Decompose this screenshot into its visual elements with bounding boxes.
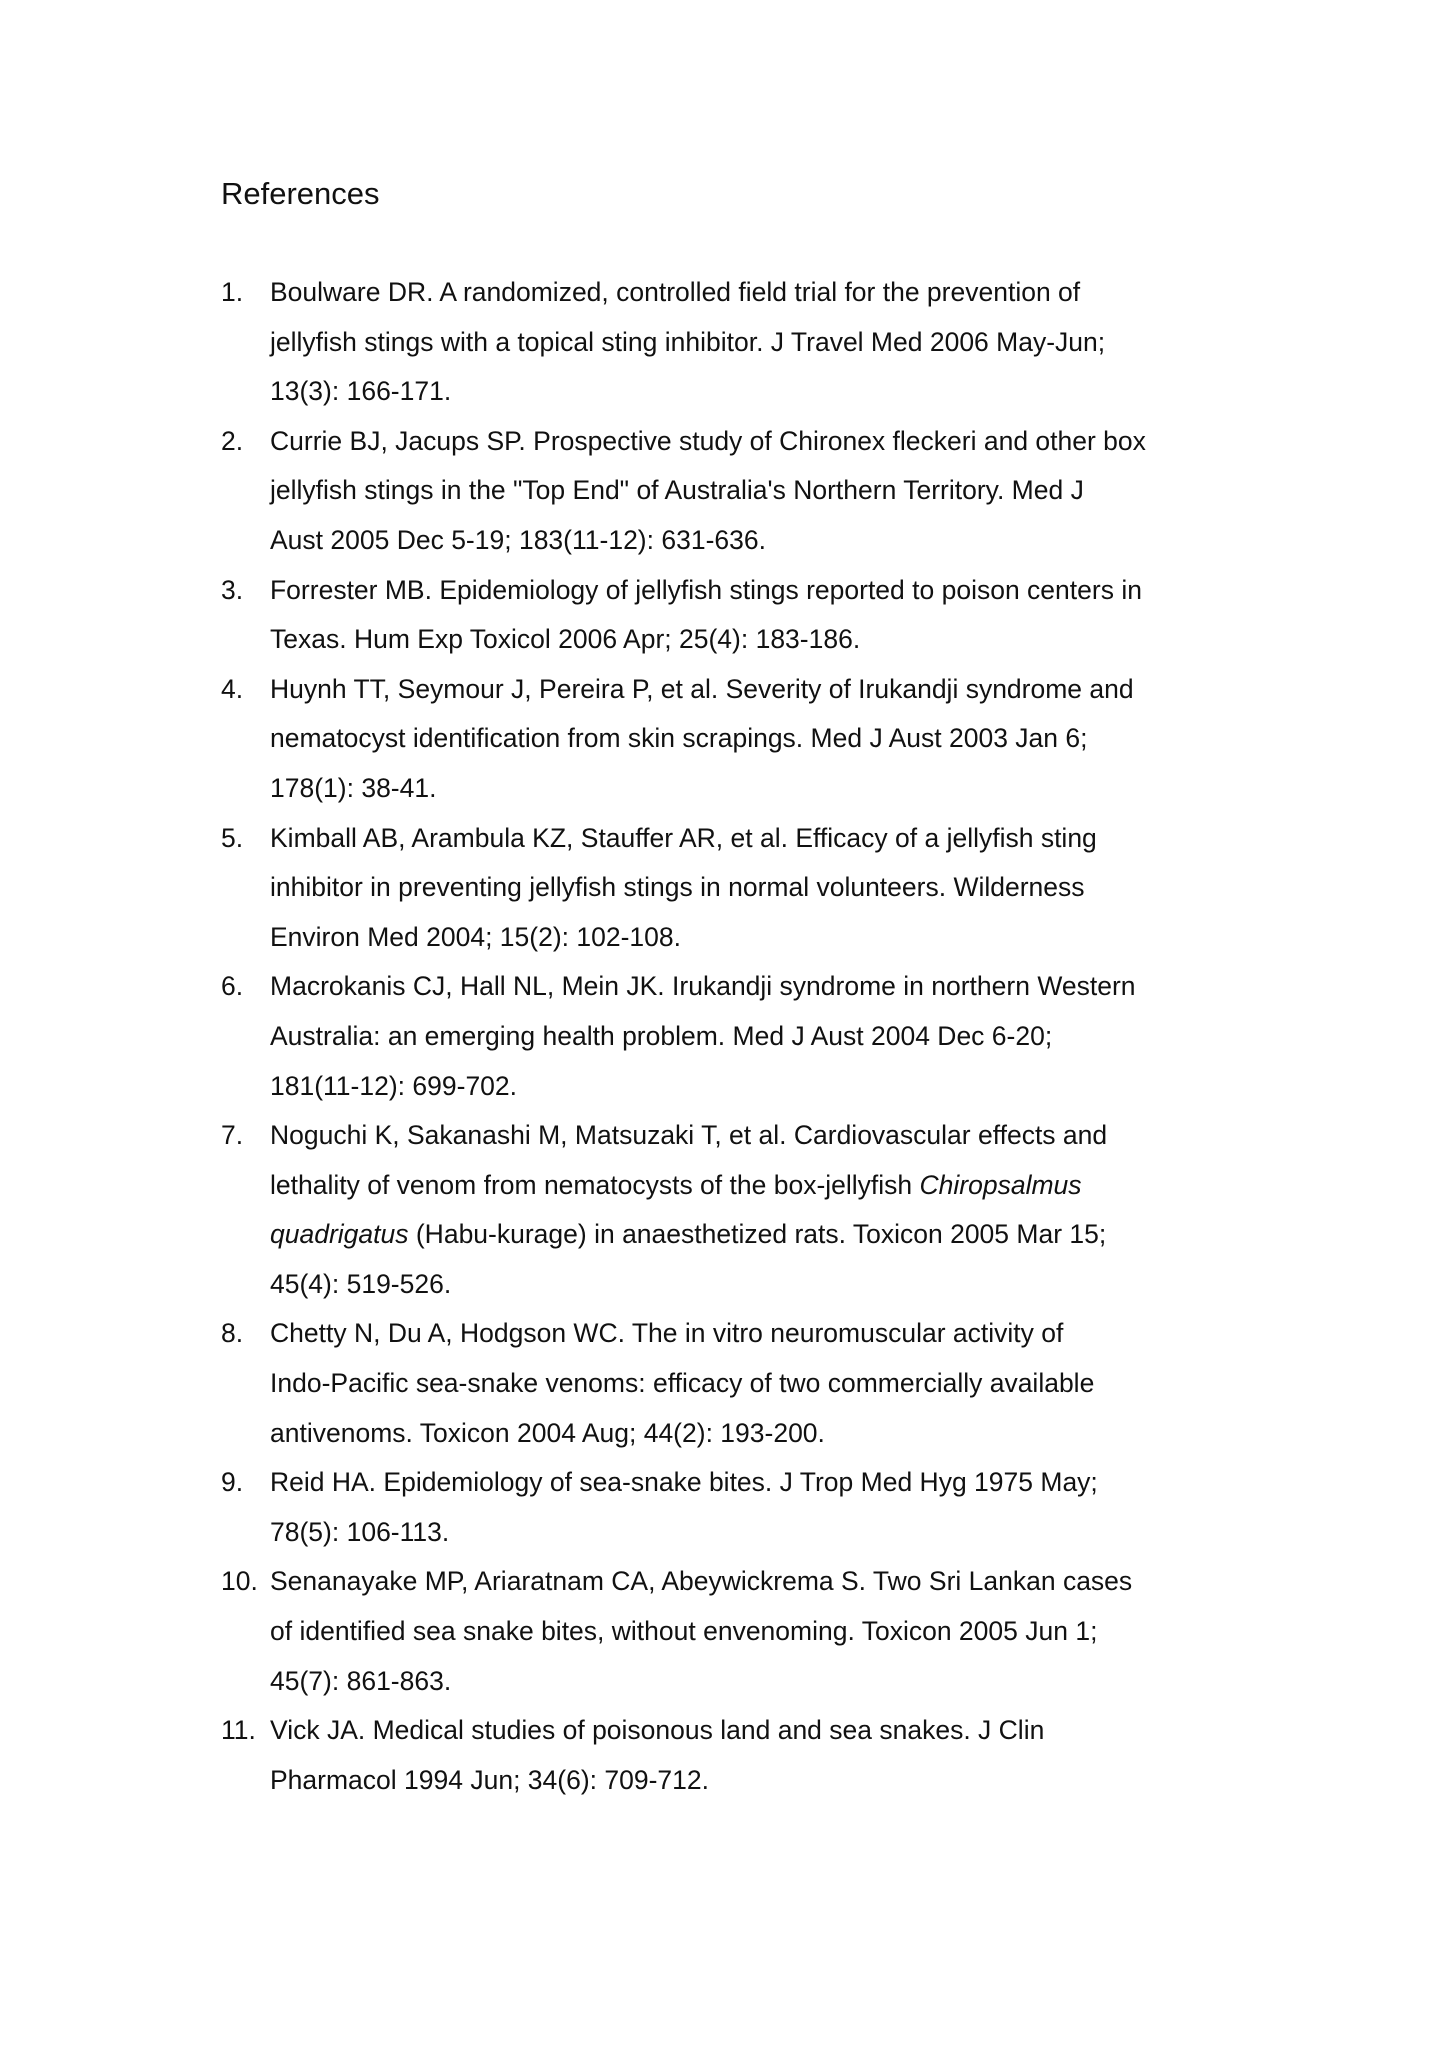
reference-line <box>270 417 1281 467</box>
reference-text: Chetty N, Du A, Hodgson WC. The in vitro neuromuscular activity of <box>270 1318 1064 1349</box>
reference-line <box>270 962 1281 1012</box>
reference-text: nematocyst identification from skin scrapings. Med J Aust 2003 Jan 6; <box>270 723 1088 754</box>
reference-line <box>270 1557 1281 1607</box>
reference-text: Huynh TT, Seymour J, Pereira P, et al. Severity of Irukandji syndrome and <box>270 673 1134 704</box>
species-name: Chiropsalmus <box>919 1169 1082 1200</box>
reference-number: 3. <box>221 574 244 605</box>
species-name: quadrigatus <box>270 1219 409 1250</box>
reference-text: Australia: an emerging health problem. Med J Aust 2004 Dec 6-20; <box>270 1020 1053 1051</box>
reference-text: 181(11-12): 699-702. <box>270 1070 518 1101</box>
reference-item <box>221 962 1281 1111</box>
reference-number: 8. <box>221 1318 244 1349</box>
reference-text: 78(5): 106-113. <box>270 1516 450 1547</box>
reference-text: Texas. Hum Exp Toxicol 2006 Apr; 25(4): 183-186. <box>270 624 861 655</box>
reference-line <box>270 1706 1281 1756</box>
reference-text: 45(4): 519-526. <box>270 1268 452 1299</box>
reference-text: Macrokanis CJ, Hall NL, Mein JK. Irukandji syndrome in northern Western <box>270 971 1136 1002</box>
reference-line <box>270 814 1281 864</box>
reference-line <box>270 764 1281 814</box>
reference-line <box>270 1012 1281 1062</box>
reference-line <box>270 466 1281 516</box>
reference-line <box>270 318 1281 368</box>
reference-line <box>270 367 1281 417</box>
reference-item <box>221 1706 1281 1805</box>
reference-number: 6. <box>221 971 244 1002</box>
reference-line <box>270 1359 1281 1409</box>
reference-line <box>270 268 1281 318</box>
reference-text: 45(7): 861-863. <box>270 1665 452 1696</box>
reference-text: jellyfish stings in the "Top End" of Australia's Northern Territory. Med J <box>270 475 1084 506</box>
reference-text: antivenoms. Toxicon 2004 Aug; 44(2): 193-200. <box>270 1417 825 1448</box>
reference-line <box>270 1756 1281 1806</box>
reference-number: 4. <box>221 673 244 704</box>
reference-line <box>270 566 1281 616</box>
reference-item <box>221 814 1281 963</box>
reference-item <box>221 665 1281 814</box>
reference-line <box>270 1607 1281 1657</box>
reference-text: lethality of venom from nematocysts of the box-jellyfish <box>270 1169 920 1200</box>
reference-text: of identified sea snake bites, without envenoming. Toxicon 2005 Jun 1; <box>270 1616 1098 1647</box>
reference-line <box>270 913 1281 963</box>
reference-line <box>270 1111 1281 1161</box>
reference-text: 13(3): 166-171. <box>270 376 452 407</box>
reference-text: Currie BJ, Jacups SP. Prospective study of Chironex fleckeri and other box <box>270 425 1146 456</box>
reference-text: 178(1): 38-41. <box>270 772 437 803</box>
reference-line <box>270 1458 1281 1508</box>
reference-line <box>270 615 1281 665</box>
reference-item <box>221 1458 1281 1557</box>
page-title: References <box>221 176 380 211</box>
reference-text: inhibitor in preventing jellyfish stings in normal volunteers. Wilderness <box>270 872 1085 903</box>
reference-text: Aust 2005 Dec 5-19; 183(11-12): 631-636. <box>270 524 766 555</box>
reference-list <box>221 268 1281 1805</box>
reference-item <box>221 1557 1281 1706</box>
reference-number: 10. <box>221 1566 258 1597</box>
reference-line <box>270 1309 1281 1359</box>
reference-number: 5. <box>221 822 244 853</box>
reference-line <box>270 1657 1281 1707</box>
reference-text: (Habu-kurage) in anaesthetized rats. Toxicon 2005 Mar 15; <box>408 1219 1107 1250</box>
reference-line <box>270 665 1281 715</box>
reference-text: Reid HA. Epidemiology of sea-snake bites. J Trop Med Hyg 1975 May; <box>270 1467 1098 1498</box>
reference-line <box>270 1409 1281 1459</box>
reference-text: Noguchi K, Sakanashi M, Matsuzaki T, et al. Cardiovascular effects and <box>270 1120 1108 1151</box>
reference-line <box>270 863 1281 913</box>
reference-number: 1. <box>221 277 244 307</box>
reference-text: Pharmacol 1994 Jun; 34(6): 709-712. <box>270 1764 709 1795</box>
reference-line <box>270 1508 1281 1558</box>
reference-number: 7. <box>221 1120 244 1151</box>
reference-line <box>270 516 1281 566</box>
reference-text: Environ Med 2004; 15(2): 102-108. <box>270 921 682 952</box>
reference-line <box>270 1260 1281 1310</box>
reference-item <box>221 268 1281 417</box>
reference-line <box>270 1062 1281 1112</box>
reference-number: 9. <box>221 1467 244 1498</box>
reference-text: jellyfish stings with a topical sting inhibitor. J Travel Med 2006 May-Jun; <box>270 326 1106 357</box>
reference-item <box>221 1111 1281 1309</box>
reference-number: 11. <box>221 1715 256 1746</box>
reference-item <box>221 417 1281 566</box>
reference-text: Kimball AB, Arambula KZ, Stauffer AR, et al. Efficacy of a jellyfish sting <box>270 822 1097 853</box>
reference-line <box>270 1161 1281 1211</box>
reference-item <box>221 1309 1281 1458</box>
reference-line <box>270 1210 1281 1260</box>
reference-text: Senanayake MP, Ariaratnam CA, Abeywickrema S. Two Sri Lankan cases <box>270 1566 1133 1597</box>
reference-text: Indo-Pacific sea-snake venoms: efficacy of two commercially available <box>270 1368 1095 1399</box>
reference-item <box>221 566 1281 665</box>
reference-text: Boulware DR. A randomized, controlled field trial for the prevention of <box>270 277 1081 307</box>
reference-text: Forrester MB. Epidemiology of jellyfish stings reported to poison centers in <box>270 574 1142 605</box>
reference-text: Vick JA. Medical studies of poisonous land and sea snakes. J Clin <box>270 1715 1045 1746</box>
reference-line <box>270 714 1281 764</box>
reference-number: 2. <box>221 425 244 456</box>
